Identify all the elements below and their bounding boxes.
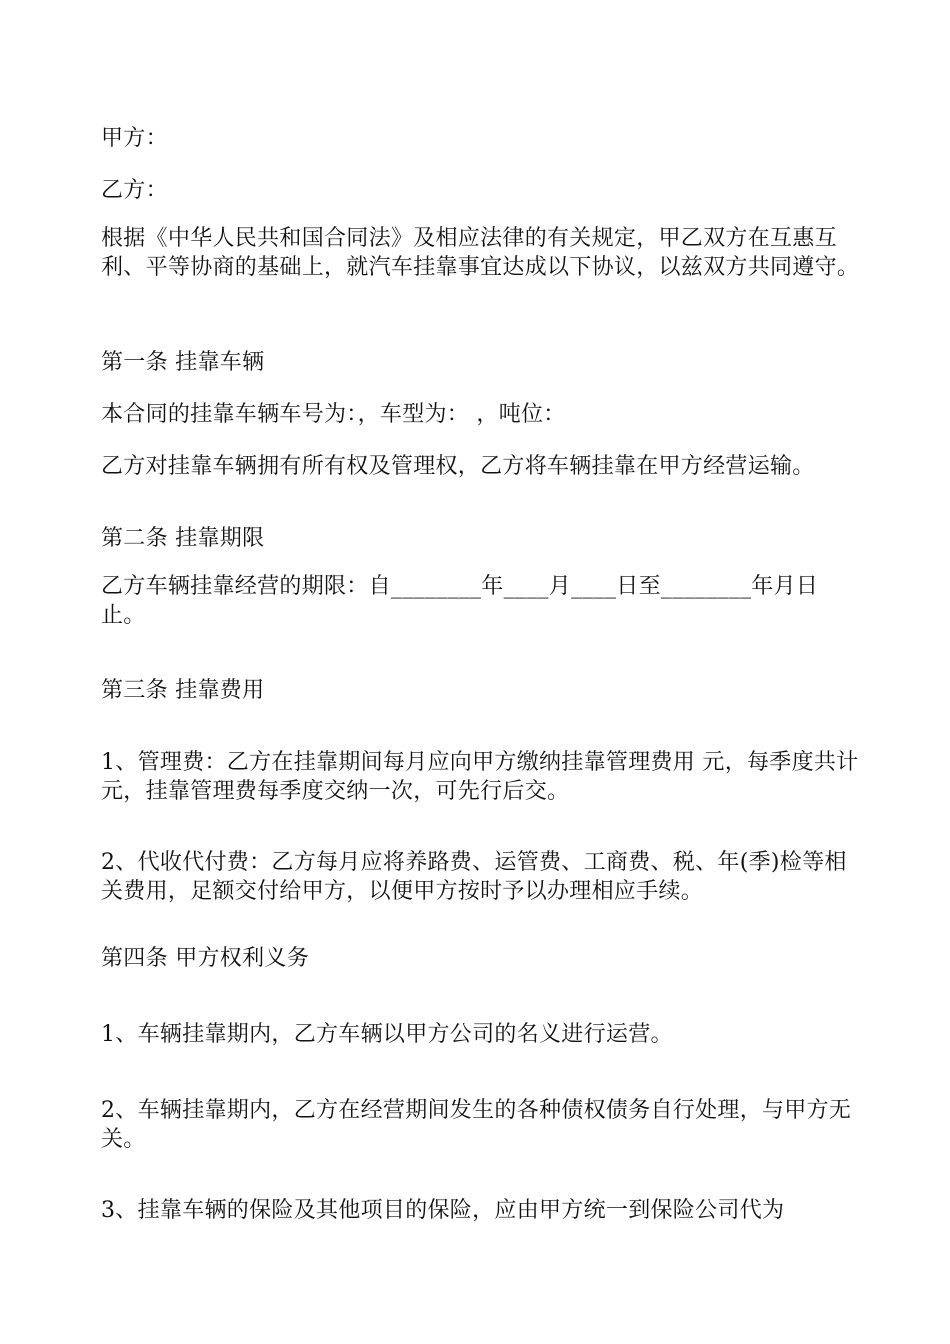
- party-b-label: 乙方：: [101, 178, 168, 203]
- article-4-item-1: 1、车辆挂靠期内，乙方车辆以甲方公司的名义进行运营。: [101, 1022, 673, 1047]
- article-3-management-fee: 1、管理费：乙方在挂靠期间每月应向甲方缴纳挂靠管理费用 元，每季度共计 元，挂靠管理费每季度交纳一次，可先行后交。: [101, 750, 859, 804]
- preamble-paragraph: 根据《中华人民共和国合同法》及相应法律的有关规定，甲乙双方在互惠互利、平等协商的基础上，就汽车挂靠事宜达成以下协议，以兹双方共同遵守。: [101, 226, 860, 280]
- article-2-term: 乙方车辆挂靠经营的期限：自________年____月____日至________年月日止。: [101, 574, 819, 628]
- article-1-title: 第一条 挂靠车辆: [101, 350, 265, 375]
- article-3-title: 第三条 挂靠费用: [101, 678, 265, 703]
- article-1-ownership: 乙方对挂靠车辆拥有所有权及管理权，乙方将车辆挂靠在甲方经营运输。: [101, 454, 815, 479]
- article-3-collection-fee: 2、代收代付费：乙方每月应将养路费、运管费、工商费、税、年(季)检等相关费用，足额交付给甲方，以便甲方按时予以办理相应手续。: [101, 850, 847, 904]
- article-2-title: 第二条 挂靠期限: [101, 526, 265, 551]
- article-4-item-2: 2、车辆挂靠期内，乙方在经营期间发生的各种债权债务自行处理，与甲方无关。: [101, 1098, 852, 1152]
- article-4-item-3: 3、挂靠车辆的保险及其他项目的保险，应由甲方统一到保险公司代为: [101, 1198, 785, 1223]
- article-1-vehicle-info: 本合同的挂靠车辆车号为：，车型为： ，吨位：: [101, 402, 566, 427]
- article-4-title: 第四条 甲方权利义务: [101, 946, 309, 971]
- party-a-label: 甲方：: [101, 126, 168, 151]
